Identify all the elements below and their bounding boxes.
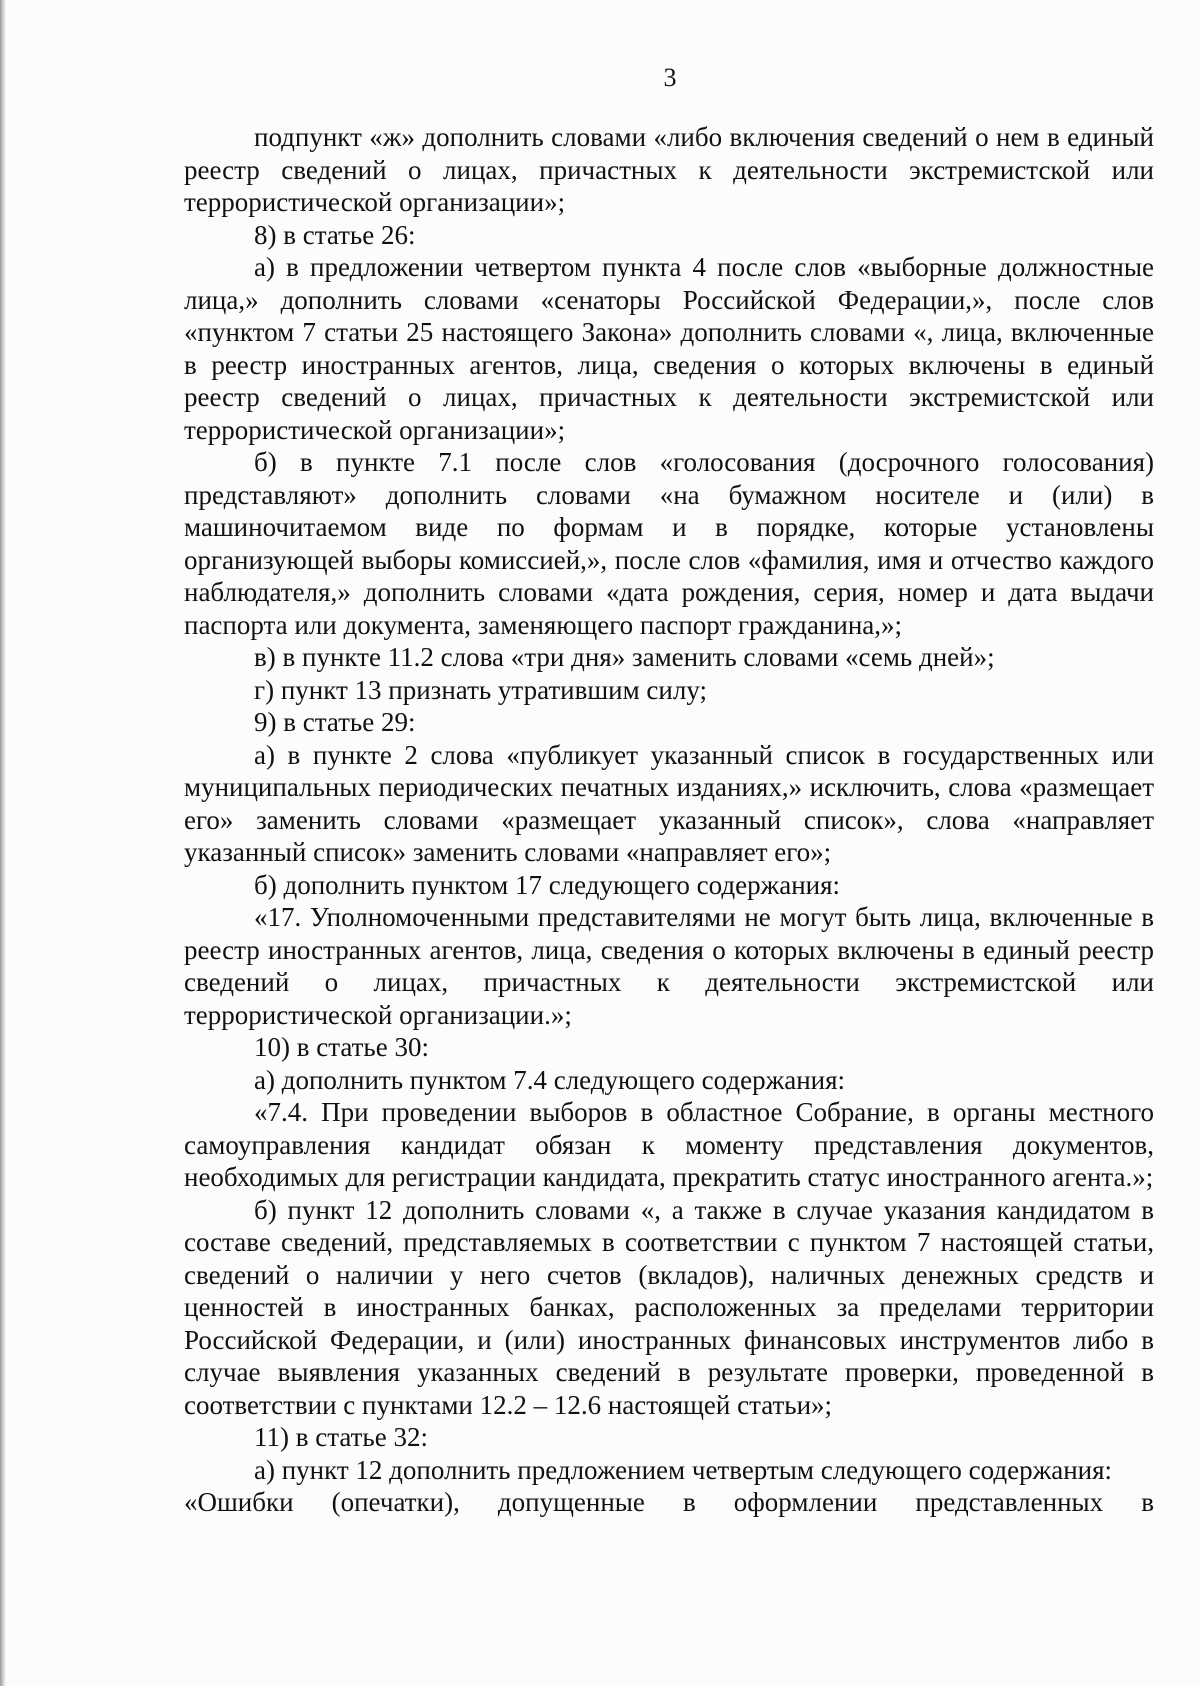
paragraph-article-29: 9) в статье 29: — [254, 707, 416, 737]
paragraph-article-32-a: а) пункт 12 дополнить предложением четвертым следующего содержания: — [254, 1454, 1113, 1485]
paragraph-article-26-g: г) пункт 13 признать утратившим силу; — [254, 674, 707, 705]
page-number: 3 — [663, 63, 677, 92]
paragraph-article-29-a: а) в пункте 2 слова «публикует указанный список в государственных или муниципальных периодических печатных изданиях,» исключить, слова «размещает его» заменить словами «размещает указанный список», слова «направляет указанный список» заменить словами «направляет его»; — [184, 739, 1154, 867]
paragraph-article-26: 8) в статье 26: — [254, 219, 416, 250]
paragraph-article-32: 11) в статье 32: — [254, 1422, 428, 1452]
paragraph-point-7-4: «7.4. При проведении выборов в областное Собрание, в органы местного самоуправления кандидат обязан к моменту представления документов, необходимых для регистрации кандидата, прекратить статус иностранного агента.»; — [184, 1097, 1154, 1192]
document-body — [184, 121, 1154, 1519]
paragraph-article-30: 10) в статье 30: — [254, 1032, 429, 1062]
paragraph-article-29-b: б) дополнить пунктом 17 следующего содержания: — [254, 869, 841, 900]
paragraph-point-17: «17. Уполномоченными представителями не могут быть лица, включенные в реестр иностранных агентов, лица, сведения о которых включены в единый реестр сведений о лицах, причастных к деятельности экстремистской или террористической организации.»; — [184, 902, 1154, 1030]
paragraph-subpoint-zh: подпункт «ж» дополнить словами «либо включения сведений о нем в единый реестр сведений о лицах, причастных к деятельности экстремистской или террористической организации»; — [184, 122, 1154, 217]
paragraph-article-26-v: в) в пункте 11.2 слова «три дня» заменить словами «семь дней»; — [254, 642, 995, 672]
paragraph-article-30-b: б) пункт 12 дополнить словами «, а также в случае указания кандидатом в составе сведений, представляемых в соответствии с пунктом 7 настоящей статьи, сведений о наличии у него счетов (вкладов), наличных денежных средств и ценностей в иностранных банках, расположенных за пределами территории Российской Федерации, и (или) иностранных финансовых инструментов либо в случае выявления указанных сведений в результате проверки, проведенной в соответствии с пунктами 12.2 – 12.6 настоящей статьи»; — [184, 1194, 1154, 1420]
paragraph-article-30-a: а) дополнить пунктом 7.4 следующего содержания: — [254, 1064, 846, 1095]
paragraph-article-26-b: б) в пункте 7.1 после слов «голосования (досрочного голосования) представляют» дополнить словами «на бумажном носителе и (или) в машиночитаемом виде по формам и в порядке, которые установлены организующей выборы комиссией,», после слов «фамилия, имя и отчество каждого наблюдателя,» дополнить словами «дата рождения, серия, номер и дата выдачи паспорта или документа, заменяющего паспорт гражданина,»; — [184, 447, 1154, 640]
paragraph-errors-quote: «Ошибки (опечатки), допущенные в оформлении представленных в — [184, 1487, 1154, 1517]
scan-edge-shadow — [0, 0, 6, 1686]
paragraph-article-26-a: а) в предложении четвертом пункта 4 после слов «выборные должностные лица,» дополнить словами «сенаторы Российской Федерации,», после слов «пунктом 7 статьи 25 настоящего Закона» дополнить словами «, лица, включенные в реестр иностранных агентов, лица, сведения о которых включены в единый реестр сведений о лицах, причастных к деятельности экстремистской или террористической организации»; — [184, 252, 1154, 445]
